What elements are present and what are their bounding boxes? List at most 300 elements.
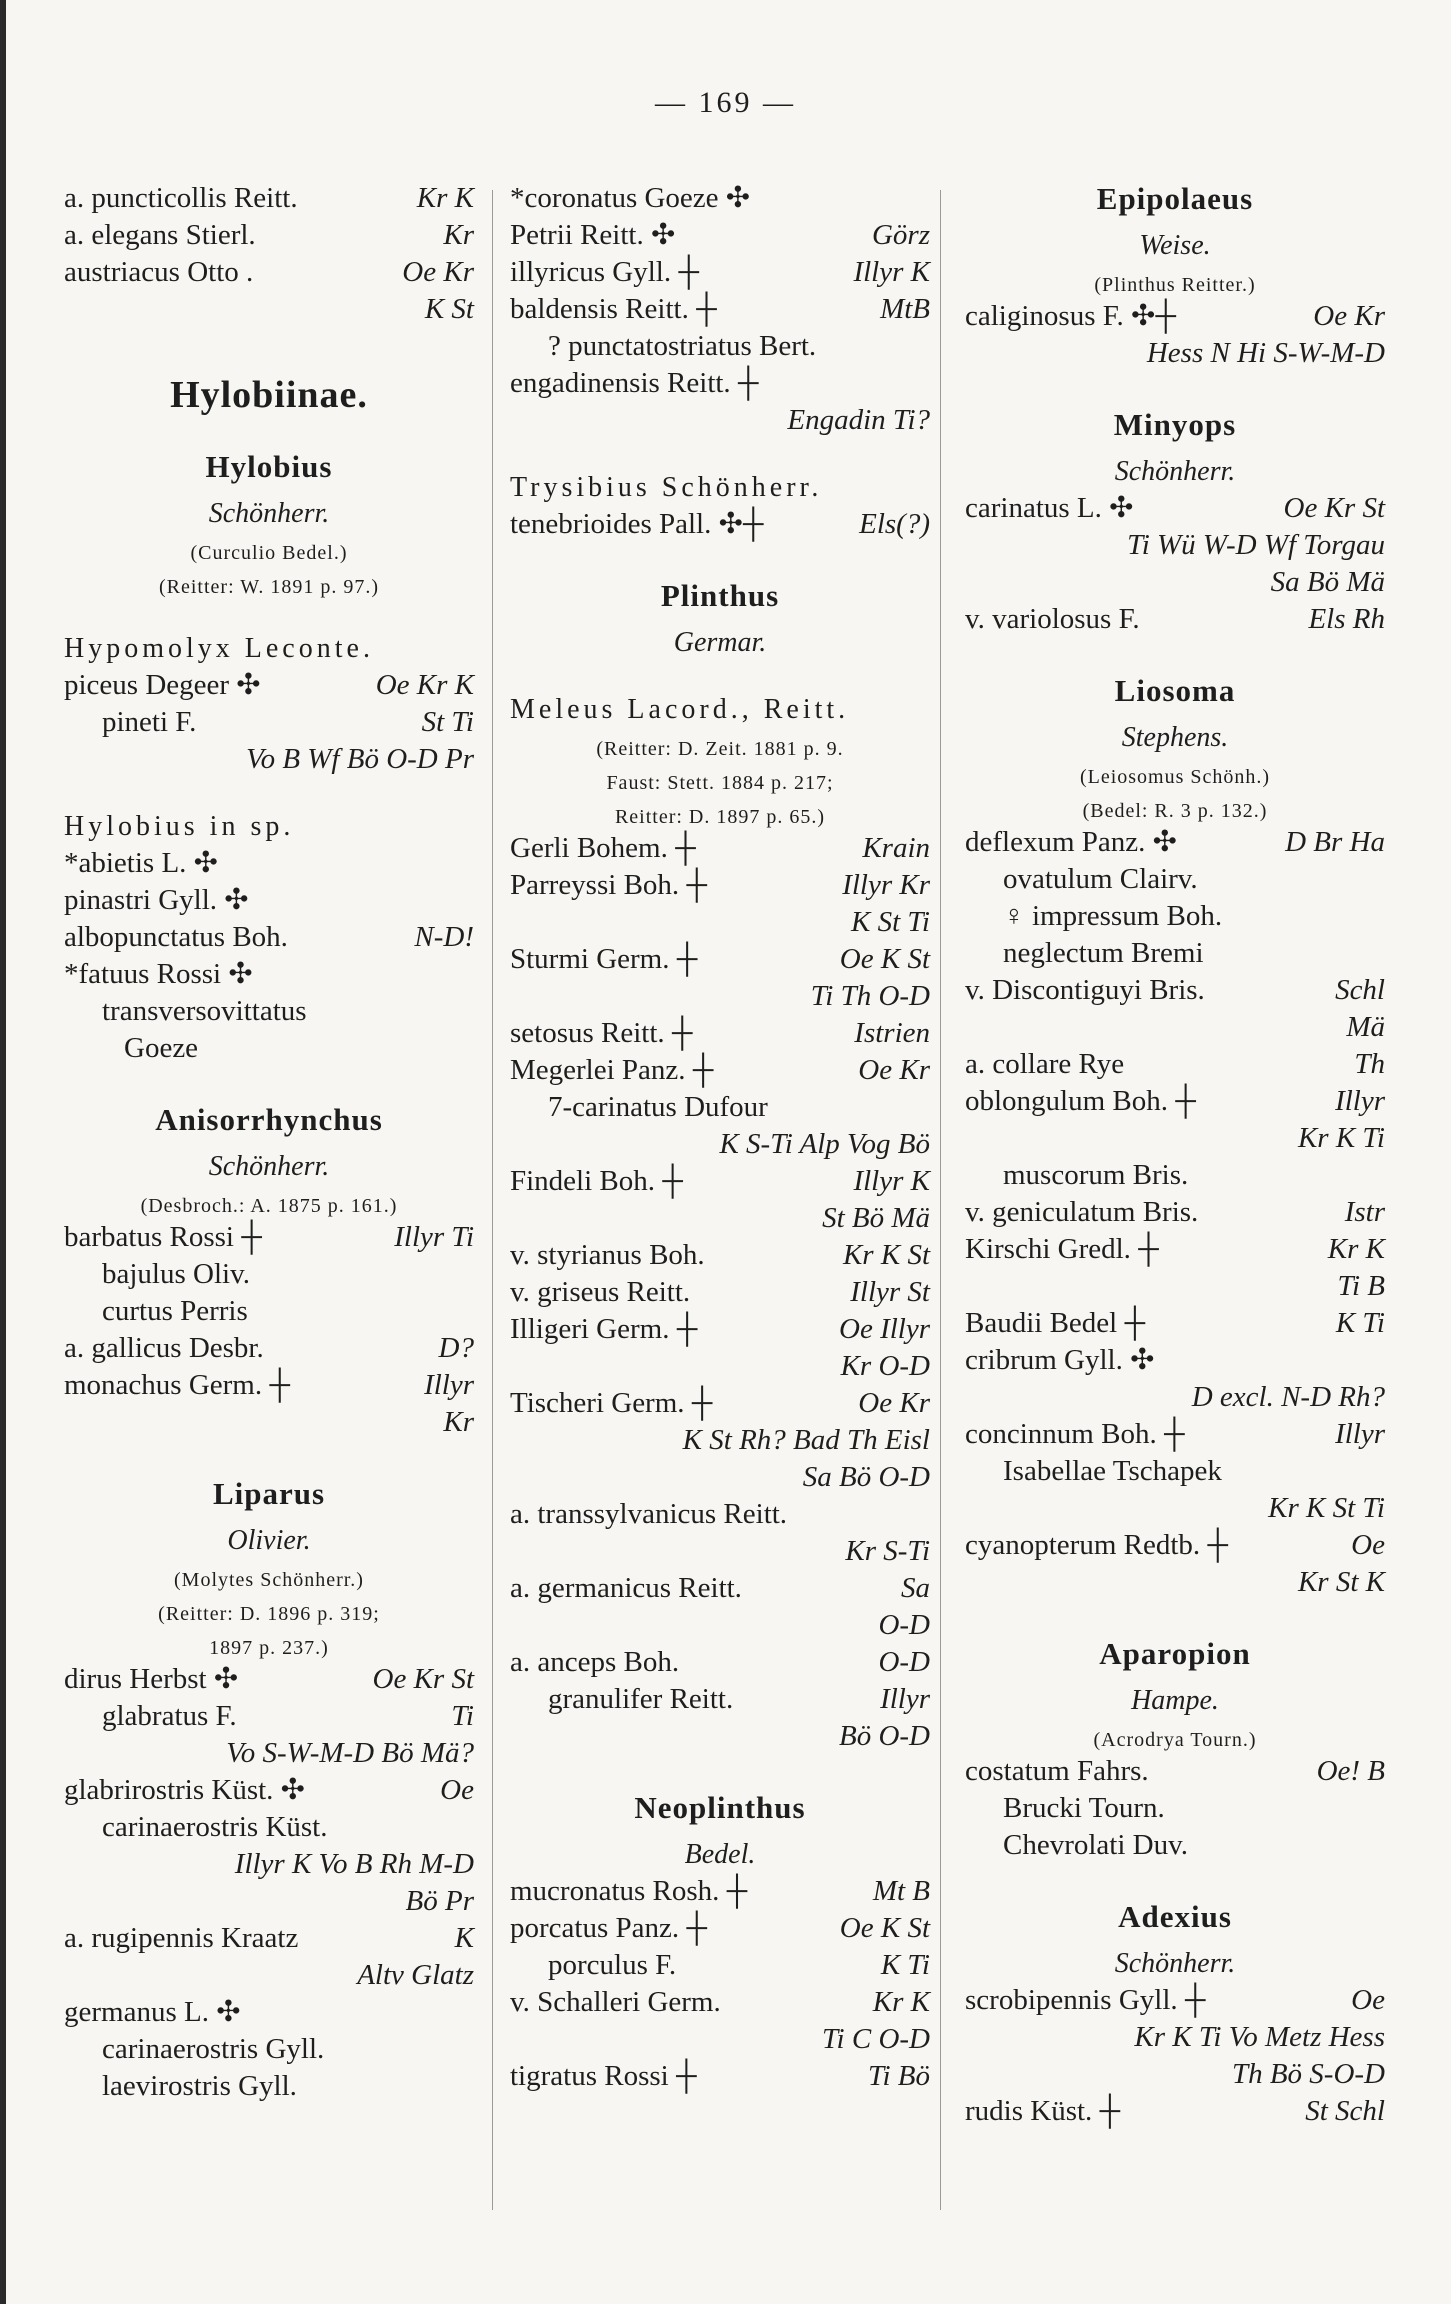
synonym-entry <box>64 993 474 1030</box>
species-name: a. elegans Stierl. <box>64 219 256 251</box>
distribution: Oe Kr <box>1313 300 1385 332</box>
subgenus-heading: Hypomolyx Leconte. <box>64 633 374 664</box>
species-entry <box>965 1046 1385 1083</box>
species-name: muscorum Bris. <box>1003 1159 1189 1191</box>
species-entry <box>64 919 474 956</box>
distribution: Illyr St <box>850 1276 930 1308</box>
species-name: porcatus Panz. ┼ <box>510 1912 707 1944</box>
species-entry <box>965 1231 1385 1268</box>
distribution: Kr K Ti <box>1297 1122 1385 1154</box>
species-name: piceus Degeer ✣ <box>64 669 261 701</box>
species-entry <box>64 217 474 254</box>
species-entry <box>510 1052 930 1089</box>
distribution-continuation <box>64 1957 474 1994</box>
species-name: oblongulum Boh. ┼ <box>965 1085 1196 1117</box>
distribution: Kr <box>443 1406 474 1438</box>
species-entry <box>64 1330 474 1367</box>
species-name: glabrirostris Küst. ✣ <box>64 1774 305 1806</box>
distribution-continuation <box>64 1735 474 1772</box>
species-name: rudis Küst. ┼ <box>965 2095 1121 2127</box>
distribution: Sa <box>901 1572 930 1604</box>
species-name: monachus Germ. ┼ <box>64 1369 290 1401</box>
species-name: *abietis L. ✣ <box>64 847 218 879</box>
genus-heading: Liosoma <box>1114 673 1236 708</box>
species-name: glabratus F. <box>102 1700 237 1732</box>
synonym-entry <box>64 2068 474 2105</box>
species-name: laevirostris Gyll. <box>102 2070 297 2102</box>
reference-note: (Desbroch.: A. 1875 p. 161.) <box>140 1195 398 1217</box>
species-entry <box>510 1015 930 1052</box>
species-name: carinatus L. ✣ <box>965 492 1134 524</box>
distribution: Mä <box>1346 1011 1385 1043</box>
synonym-entry <box>64 1030 474 1067</box>
species-entry <box>64 956 474 993</box>
distribution: Oe! B <box>1316 1755 1385 1787</box>
distribution: Kr St K <box>1297 1566 1385 1598</box>
distribution-continuation <box>510 1348 930 1385</box>
distribution: Th Bö S-O-D <box>1231 2058 1385 2090</box>
species-name: tenebrioides Pall. ✣┼ <box>510 508 764 540</box>
synonym-entry <box>965 1157 1385 1194</box>
species-name: a. gallicus Desbr. <box>64 1332 264 1364</box>
species-name: Baudii Bedel ┼ <box>965 1307 1146 1339</box>
distribution-continuation <box>510 1718 930 1755</box>
synonym-entry <box>510 1089 930 1126</box>
distribution: Bö O-D <box>838 1720 930 1752</box>
distribution: Illyr <box>1335 1418 1385 1450</box>
distribution: K S-Ti Alp Vog Bö <box>719 1128 930 1160</box>
synonym-entry <box>64 1293 474 1330</box>
distribution-continuation <box>510 904 930 941</box>
species-name: costatum Fahrs. <box>965 1755 1149 1787</box>
distribution: Sa Bö Mä <box>1270 566 1385 598</box>
species-entry <box>64 1772 474 1809</box>
species-name: scrobipennis Gyll. ┼ <box>965 1984 1206 2016</box>
species-name: transversovittatus <box>102 995 307 1027</box>
author-name: Hampe. <box>1131 1685 1219 1716</box>
synonym-entry <box>510 328 930 365</box>
distribution: K St Ti <box>851 906 930 938</box>
species-entry <box>510 1496 930 1533</box>
distribution: D Br Ha <box>1285 826 1385 858</box>
distribution: Oe Kr <box>858 1387 930 1419</box>
species-entry <box>510 1644 930 1681</box>
species-name: Petrii Reitt. ✣ <box>510 219 676 251</box>
distribution: Vo S-W-M-D Bö Mä? <box>226 1737 474 1769</box>
distribution-continuation <box>510 1200 930 1237</box>
species-name: a. anceps Boh. <box>510 1646 680 1678</box>
species-name: v. geniculatum Bris. <box>965 1196 1199 1228</box>
species-entry <box>64 882 474 919</box>
distribution: Ti Th O-D <box>810 980 930 1012</box>
distribution: Mt B <box>872 1875 930 1907</box>
distribution: Oe K St <box>839 943 930 975</box>
distribution: Illyr K <box>853 256 930 288</box>
page-number: — 169 — <box>655 86 796 119</box>
distribution: Kr K St Ti <box>1268 1492 1385 1524</box>
distribution: Kr <box>443 219 474 251</box>
species-entry <box>965 490 1385 527</box>
column-divider <box>492 190 493 2210</box>
distribution: Kr K St <box>842 1239 930 1271</box>
species-name: mucronatus Rosh. ┼ <box>510 1875 748 1907</box>
species-entry <box>510 1274 930 1311</box>
distribution: Kr K <box>1327 1233 1385 1265</box>
distribution-continuation <box>965 564 1385 601</box>
species-entry <box>64 1367 474 1404</box>
species-entry <box>965 1527 1385 1564</box>
author-name: Germar. <box>673 627 767 658</box>
species-entry <box>64 1994 474 2031</box>
distribution: Oe <box>440 1774 474 1806</box>
distribution: Ti Wü W-D Wf Torgau <box>1127 529 1385 561</box>
species-entry <box>510 1910 930 1947</box>
distribution-continuation <box>965 1120 1385 1157</box>
distribution: Görz <box>871 219 930 251</box>
species-name: Illigeri Germ. ┼ <box>510 1313 698 1345</box>
species-name: ? punctatostriatus Bert. <box>548 330 817 362</box>
distribution: K Ti <box>880 1949 930 1981</box>
reference-note: (Bedel: R. 3 p. 132.) <box>1082 800 1268 822</box>
species-name: Sturmi Germ. ┼ <box>510 943 698 975</box>
scan-edge <box>0 0 6 2304</box>
distribution-continuation <box>510 1607 930 1644</box>
reference-note: (Acrodrya Tourn.) <box>1093 1729 1257 1751</box>
distribution-continuation <box>64 1846 474 1883</box>
distribution: Illyr <box>880 1683 930 1715</box>
distribution: Engadin Ti? <box>787 404 930 436</box>
distribution-continuation <box>64 291 474 328</box>
species-name: v. griseus Reitt. <box>510 1276 691 1308</box>
reference-note: Reitter: D. 1897 p. 65.) <box>614 806 826 828</box>
distribution: Ti B <box>1337 1270 1385 1302</box>
species-entry <box>510 254 930 291</box>
synonym-entry <box>510 1947 930 1984</box>
distribution: Krain <box>862 832 930 864</box>
species-entry <box>510 1984 930 2021</box>
species-entry <box>510 506 930 543</box>
species-entry <box>965 1083 1385 1120</box>
species-name: Gerli Bohem. ┼ <box>510 832 696 864</box>
species-name: Brucki Tourn. <box>1003 1792 1165 1824</box>
species-entry <box>510 1385 930 1422</box>
species-name: v. styrianus Boh. <box>510 1239 705 1271</box>
synonym-entry <box>965 898 1385 935</box>
distribution: Ti Bö <box>867 2060 930 2092</box>
synonym-entry <box>64 1809 474 1846</box>
distribution: Oe <box>1351 1984 1385 2016</box>
distribution-continuation <box>965 2019 1385 2056</box>
distribution: Oe K St <box>839 1912 930 1944</box>
species-entry <box>510 217 930 254</box>
species-entry <box>510 867 930 904</box>
species-name: caliginosus F. ✣┼ <box>965 300 1176 332</box>
species-name: albopunctatus Boh. <box>64 921 288 953</box>
species-name: Goeze <box>124 1032 199 1064</box>
distribution: Ti <box>451 1700 474 1732</box>
species-entry <box>510 1163 930 1200</box>
column-3 <box>965 180 1385 2130</box>
synonym-entry <box>965 935 1385 972</box>
species-entry <box>64 1661 474 1698</box>
species-name: *coronatus Goeze ✣ <box>510 182 751 214</box>
author-name: Weise. <box>1139 230 1211 261</box>
species-entry <box>64 180 474 217</box>
distribution: Els Rh <box>1308 603 1385 635</box>
author-name: Bedel. <box>684 1839 756 1870</box>
reference-note: (Molytes Schönherr.) <box>174 1569 364 1591</box>
species-name: v. variolosus F. <box>965 603 1140 635</box>
distribution: Illyr K <box>853 1165 930 1197</box>
distribution: Oe Kr St <box>372 1663 474 1695</box>
author-name: Schönherr. <box>208 498 330 529</box>
species-name: a. collare Rye <box>965 1048 1125 1080</box>
distribution-continuation <box>965 1564 1385 1601</box>
distribution: Kr K Ti Vo Metz Hess <box>1134 2021 1385 2053</box>
species-name: ♀ impressum Boh. <box>1003 900 1223 932</box>
species-entry <box>965 1416 1385 1453</box>
species-name: austriacus Otto . <box>64 256 254 288</box>
reference-note: (Reitter: D. Zeit. 1881 p. 9. <box>596 738 844 760</box>
distribution: Kr S-Ti <box>845 1535 930 1567</box>
species-name: Megerlei Panz. ┼ <box>510 1054 714 1086</box>
species-name: carinaerostris Küst. <box>102 1811 328 1843</box>
species-entry <box>965 1982 1385 2019</box>
distribution: Illyr K Vo B Rh M-D <box>234 1848 474 1880</box>
distribution: Kr K <box>416 182 474 214</box>
species-name: a. germanicus Reitt. <box>510 1572 742 1604</box>
species-name: 7-carinatus Dufour <box>548 1091 768 1123</box>
reference-note: (Reitter: W. 1891 p. 97.) <box>159 576 379 598</box>
distribution: D? <box>438 1332 474 1364</box>
species-name: dirus Herbst ✣ <box>64 1663 239 1695</box>
species-entry <box>64 667 474 704</box>
distribution: Istrien <box>854 1017 930 1049</box>
distribution-continuation <box>965 1009 1385 1046</box>
species-entry <box>965 298 1385 335</box>
distribution: St Bö Mä <box>822 1202 930 1234</box>
distribution-continuation <box>64 1404 474 1441</box>
distribution: O-D <box>878 1646 930 1678</box>
distribution: Vo B Wf Bö O-D Pr <box>246 743 474 775</box>
species-name: curtus Perris <box>102 1295 248 1327</box>
distribution: Kr O-D <box>840 1350 930 1382</box>
species-name: Parreyssi Boh. ┼ <box>510 869 707 901</box>
species-name: barbatus Rossi ┼ <box>64 1221 262 1253</box>
species-name: a. transsylvanicus Reitt. <box>510 1498 788 1530</box>
species-entry <box>965 1194 1385 1231</box>
column-1 <box>64 180 474 2105</box>
distribution: Illyr <box>424 1369 474 1401</box>
species-name: engadinensis Reitt. ┼ <box>510 367 759 399</box>
distribution: O-D <box>878 1609 930 1641</box>
species-name: a. rugipennis Kraatz <box>64 1922 299 1954</box>
species-name: v. Schalleri Germ. <box>510 1986 721 2018</box>
distribution: Sa Bö O-D <box>802 1461 930 1493</box>
species-name: granulifer Reitt. <box>548 1683 734 1715</box>
species-entry <box>965 1305 1385 1342</box>
species-name: Kirschi Gredl. ┼ <box>965 1233 1159 1265</box>
reference-note: (Reitter: D. 1896 p. 319; <box>158 1603 380 1625</box>
species-entry <box>510 180 930 217</box>
distribution: St Ti <box>421 706 474 738</box>
distribution: Istr <box>1344 1196 1385 1228</box>
species-entry <box>965 2093 1385 2130</box>
species-name: deflexum Panz. ✣ <box>965 826 1177 858</box>
subfamily-heading: Hylobiinae. <box>170 374 368 416</box>
author-name: Olivier. <box>227 1525 311 1556</box>
species-name: ovatulum Clairv. <box>1003 863 1198 895</box>
species-entry <box>510 1873 930 1910</box>
distribution-continuation <box>510 1422 930 1459</box>
distribution: N-D! <box>414 921 474 953</box>
species-name: baldensis Reitt. ┼ <box>510 293 717 325</box>
species-name: *fatuus Rossi ✣ <box>64 958 253 990</box>
genus-heading: Anisorrhynchus <box>155 1102 383 1137</box>
species-name: porculus F. <box>548 1949 677 1981</box>
species-entry <box>64 254 474 291</box>
column-divider <box>940 190 941 2210</box>
species-name: Findeli Boh. ┼ <box>510 1165 683 1197</box>
synonym-entry <box>510 1681 930 1718</box>
species-name: cyanopterum Redtb. ┼ <box>965 1529 1228 1561</box>
distribution-continuation <box>965 1490 1385 1527</box>
distribution-continuation <box>965 527 1385 564</box>
subgenus-heading: Hylobius in sp. <box>64 811 295 842</box>
species-entry <box>510 291 930 328</box>
subgenus-heading: Meleus Lacord., Reitt. <box>510 694 850 725</box>
species-entry <box>965 824 1385 861</box>
distribution: Oe Kr K <box>375 669 474 701</box>
distribution: Ti C O-D <box>822 2023 930 2055</box>
species-entry <box>64 845 474 882</box>
genus-heading: Hylobius <box>205 449 333 484</box>
species-name: Chevrolati Duv. <box>1003 1829 1188 1861</box>
distribution-continuation <box>510 978 930 1015</box>
author-name: Schönherr. <box>1114 1948 1236 1979</box>
species-name: bajulus Oliv. <box>102 1258 250 1290</box>
genus-heading: Adexius <box>1118 1899 1232 1934</box>
genus-heading: Liparus <box>212 1476 326 1511</box>
distribution: Oe Kr St <box>1283 492 1385 524</box>
distribution-continuation <box>510 1459 930 1496</box>
species-entry <box>965 1342 1385 1379</box>
author-name: Schönherr. <box>1114 456 1236 487</box>
species-name: concinnum Boh. ┼ <box>965 1418 1185 1450</box>
species-name: illyricus Gyll. ┼ <box>510 256 699 288</box>
distribution: Oe Kr <box>402 256 474 288</box>
species-name: Tischeri Germ. ┼ <box>510 1387 713 1419</box>
species-entry <box>510 1311 930 1348</box>
distribution: Kr K <box>872 1986 930 2018</box>
distribution: Els(?) <box>859 508 930 540</box>
species-name: Isabellae Tschapek <box>1003 1455 1222 1487</box>
distribution-continuation <box>965 1379 1385 1416</box>
species-name: a. puncticollis Reitt. <box>64 182 298 214</box>
species-name: v. Discontiguyi Bris. <box>965 974 1205 1006</box>
synonym-entry <box>64 704 474 741</box>
synonym-entry <box>965 1790 1385 1827</box>
distribution-continuation <box>64 741 474 778</box>
distribution: Illyr Kr <box>842 869 930 901</box>
distribution: Oe Kr <box>858 1054 930 1086</box>
distribution: K Ti <box>1335 1307 1385 1339</box>
synonym-entry <box>965 1827 1385 1864</box>
distribution-continuation <box>965 335 1385 372</box>
distribution: Hess N Hi S-W-M-D <box>1146 337 1385 369</box>
genus-heading: Neoplinthus <box>634 1790 806 1825</box>
species-name: pineti F. <box>102 706 197 738</box>
species-entry <box>965 1753 1385 1790</box>
species-entry <box>510 830 930 867</box>
species-entry <box>510 941 930 978</box>
species-entry <box>965 601 1385 638</box>
column-2 <box>510 180 930 2095</box>
genus-heading: Minyops <box>1113 407 1237 442</box>
distribution-continuation <box>965 2056 1385 2093</box>
distribution-continuation <box>510 2021 930 2058</box>
distribution-continuation <box>510 402 930 439</box>
distribution: Oe <box>1351 1529 1385 1561</box>
reference-note: (Plinthus Reitter.) <box>1094 274 1256 296</box>
species-name: germanus L. ✣ <box>64 1996 241 2028</box>
author-name: Stephens. <box>1121 722 1229 753</box>
distribution-continuation <box>965 1268 1385 1305</box>
distribution-continuation <box>64 1883 474 1920</box>
species-entry <box>64 1920 474 1957</box>
distribution: Illyr <box>1335 1085 1385 1117</box>
species-entry <box>64 1219 474 1256</box>
genus-heading: Aparopion <box>1099 1636 1251 1671</box>
species-name: tigratus Rossi ┼ <box>510 2060 697 2092</box>
species-name: carinaerostris Gyll. <box>102 2033 325 2065</box>
species-name: neglectum Bremi <box>1003 937 1204 969</box>
distribution: Altv Glatz <box>357 1959 474 1991</box>
reference-note: (Leiosomus Schönh.) <box>1079 766 1271 788</box>
distribution: K St <box>424 293 474 325</box>
species-entry <box>510 1237 930 1274</box>
author-name: Schönherr. <box>208 1151 330 1182</box>
reference-note: 1897 p. 237.) <box>209 1637 329 1659</box>
species-entry <box>510 1570 930 1607</box>
genus-heading: Epipolaeus <box>1096 181 1254 216</box>
species-entry <box>965 972 1385 1009</box>
distribution: K <box>454 1922 474 1954</box>
distribution: Th <box>1354 1048 1385 1080</box>
distribution: Illyr Ti <box>394 1221 474 1253</box>
distribution-continuation <box>510 1126 930 1163</box>
genus-heading: Plinthus <box>660 578 780 613</box>
species-entry <box>510 365 930 402</box>
synonym-entry <box>965 861 1385 898</box>
synonym-entry <box>64 2031 474 2068</box>
distribution: D excl. N-D Rh? <box>1191 1381 1385 1413</box>
distribution: Oe Illyr <box>839 1313 930 1345</box>
distribution: Schl <box>1335 974 1385 1006</box>
synonym-entry <box>64 1698 474 1735</box>
subgenus-heading: Trysibius Schönherr. <box>510 472 823 503</box>
species-entry <box>510 2058 930 2095</box>
distribution: Bö Pr <box>405 1885 474 1917</box>
distribution: K St Rh? Bad Th Eisl <box>682 1424 930 1456</box>
distribution: St Schl <box>1305 2095 1385 2127</box>
species-name: setosus Reitt. ┼ <box>510 1017 693 1049</box>
distribution-continuation <box>510 1533 930 1570</box>
species-name: pinastri Gyll. ✣ <box>64 884 249 916</box>
distribution: MtB <box>880 293 930 325</box>
species-name: cribrum Gyll. ✣ <box>965 1344 1155 1376</box>
reference-note: Faust: Stett. 1884 p. 217; <box>606 772 834 794</box>
